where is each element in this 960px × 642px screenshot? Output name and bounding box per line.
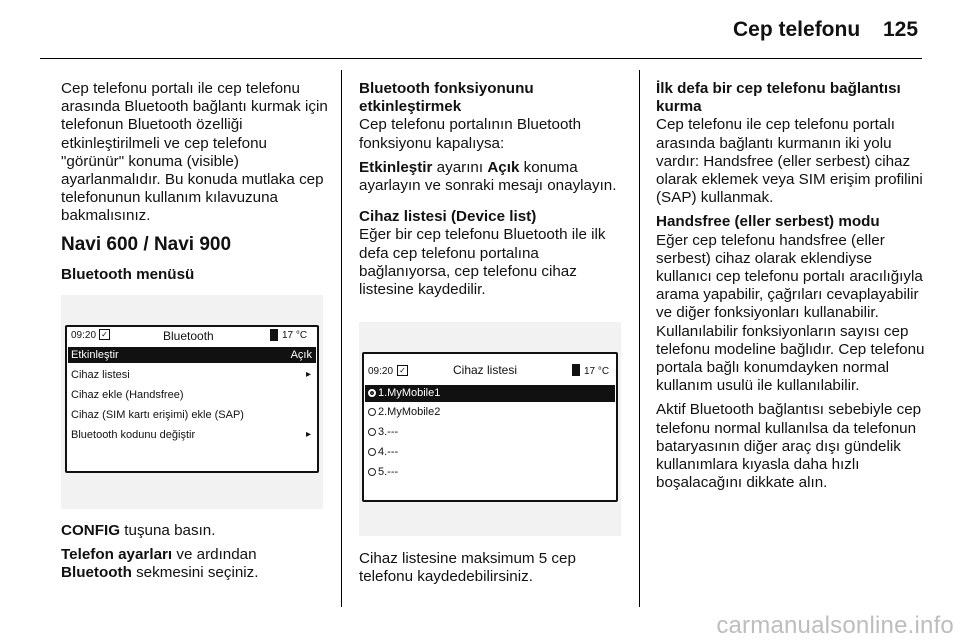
column-3 <box>656 80 928 492</box>
page-title: Cep telefonu <box>733 18 861 41</box>
device-list-paragraph: Eğer bir cep telefonu Bluetooth ile ilk defa cep telefonu portalına bağlanıyorsa, cep telefonu cihaz listesine kaydedilir. <box>359 226 606 299</box>
phone-icon: ✓ <box>397 365 408 376</box>
radio-icon <box>368 408 376 416</box>
header-rule <box>40 58 922 59</box>
intro-paragraph: Cep telefonu portalı ile cep telefonu arasında Bluetooth bağlantı kurmak için telefonun Bluetooth özelliği etkinleştirilmeli ve cep telefonu "görünür" konuma (visible) ayarlanmalıdır. Bu konuda mutlaka cep telefonunun kullanım kılavuzuna bakmalısınız. <box>61 80 328 225</box>
device-list-item[interactable]: 5.--- <box>368 466 398 478</box>
device-list-max-paragraph: Cihaz listesine maksimum 5 cep telefonu kaydedebilirsiniz. <box>359 550 576 586</box>
screen-temperature: 17 °C <box>584 366 610 377</box>
section-heading: Navi 600 / Navi 900 <box>61 234 232 255</box>
device-list-item[interactable]: 4.--- <box>368 446 398 458</box>
config-instruction: CONFIG tuşuna basın. <box>61 522 216 539</box>
menu-item[interactable]: Cihaz (SIM kartı erişimi) ekle (SAP) <box>71 409 244 421</box>
radio-icon <box>368 448 376 456</box>
menu-item[interactable]: Cihaz listesi <box>71 369 130 381</box>
screen-time: 09:20 <box>368 366 394 377</box>
bluetooth-menu-screenshot <box>61 295 323 509</box>
device-list-item[interactable]: 3.--- <box>368 426 398 438</box>
screen-title: Cihaz listesi <box>453 363 518 377</box>
chevron-right-icon: ▸ <box>306 369 312 380</box>
selected-row-value: Açık <box>290 349 312 361</box>
enable-bluetooth-heading: Bluetooth fonksiyonunu etkinleştirmek <box>359 80 534 116</box>
radio-icon <box>368 468 376 476</box>
menu-item[interactable]: Bluetooth kodunu değiştir <box>71 429 196 441</box>
screen-temperature: 17 °C <box>282 330 308 341</box>
column-divider-1 <box>341 70 342 607</box>
selected-row-label: Etkinleştir <box>71 349 119 361</box>
device-list-heading: Cihaz listesi (Device list) <box>359 208 537 226</box>
column-divider-2 <box>639 70 640 607</box>
device-list-item-selected[interactable]: 1.MyMobile1 <box>365 385 615 402</box>
chevron-right-icon: ▸ <box>306 429 312 440</box>
column-2 <box>359 80 631 299</box>
handsfree-heading: Handsfree (eller serbest) modu <box>656 213 880 231</box>
first-connection-heading: İlk defa bir cep telefonu bağlantısı kurma <box>656 80 901 116</box>
page-number: 125 <box>883 18 919 41</box>
settings-instruction: Telefon ayarları ve ardından Bluetooth sekmesini seçiniz. <box>61 546 259 582</box>
device-list-item[interactable]: 2.MyMobile2 <box>368 406 440 418</box>
column-1-instructions <box>61 522 333 583</box>
handsfree-paragraph: Eğer cep telefonu handsfree (eller serbest) cihaz olarak eklendiyse kullanıcı cep telefonu portalı aracılığıyla arama yapabilir, çağrıları cevaplayabilir ve diğer fonksiyonları kullanabilir. Kullanılabilir fonksiyonların sayısı cep telefonu modeline bağlıdır. Cep telefonu portala bağlı konumdayken normal kullanım usulü ile kullanılabilir. <box>656 231 925 395</box>
watermark: carmanualsonline.info <box>716 612 954 639</box>
screen-time: 09:20 <box>71 330 97 341</box>
selected-row[interactable] <box>68 347 316 363</box>
phone-battery-icon <box>270 329 278 341</box>
enable-bluetooth-paragraph: Cep telefonu portalının Bluetooth fonksiyonu kapalıysa: <box>359 116 582 152</box>
phone-icon: ✓ <box>99 329 110 340</box>
radio-selected-icon <box>368 389 376 397</box>
phone-battery-icon <box>572 364 580 376</box>
device-list-screenshot <box>359 322 621 536</box>
column-1 <box>61 80 333 226</box>
radio-icon <box>368 428 376 436</box>
device-list-note <box>359 550 614 586</box>
enable-bluetooth-instruction: Etkinleştir ayarını Açık konuma ayarlayın ve sonraki mesajı onaylayın. <box>359 158 617 195</box>
subsection-heading: Bluetooth menüsü <box>61 266 195 283</box>
menu-item[interactable]: Cihaz ekle (Handsfree) <box>71 389 184 401</box>
screen-title: Bluetooth <box>163 329 214 343</box>
first-connection-paragraph: Cep telefonu ile cep telefonu portalı arasında bağlantı kurmanın iki yolu vardır: Handsfree (eller serbest) cihaz olarak eklemek veya SIM erişim profilini (SAP) kullanmak. <box>656 116 923 207</box>
battery-note-paragraph: Aktif Bluetooth bağlantısı sebebiyle cep telefonu normal kullanılsa da telefonun bataryasının diğer araç dışı gündelik kullanımlara kıyasla daha hızlı boşalacağını dikkate alın. <box>656 401 922 492</box>
